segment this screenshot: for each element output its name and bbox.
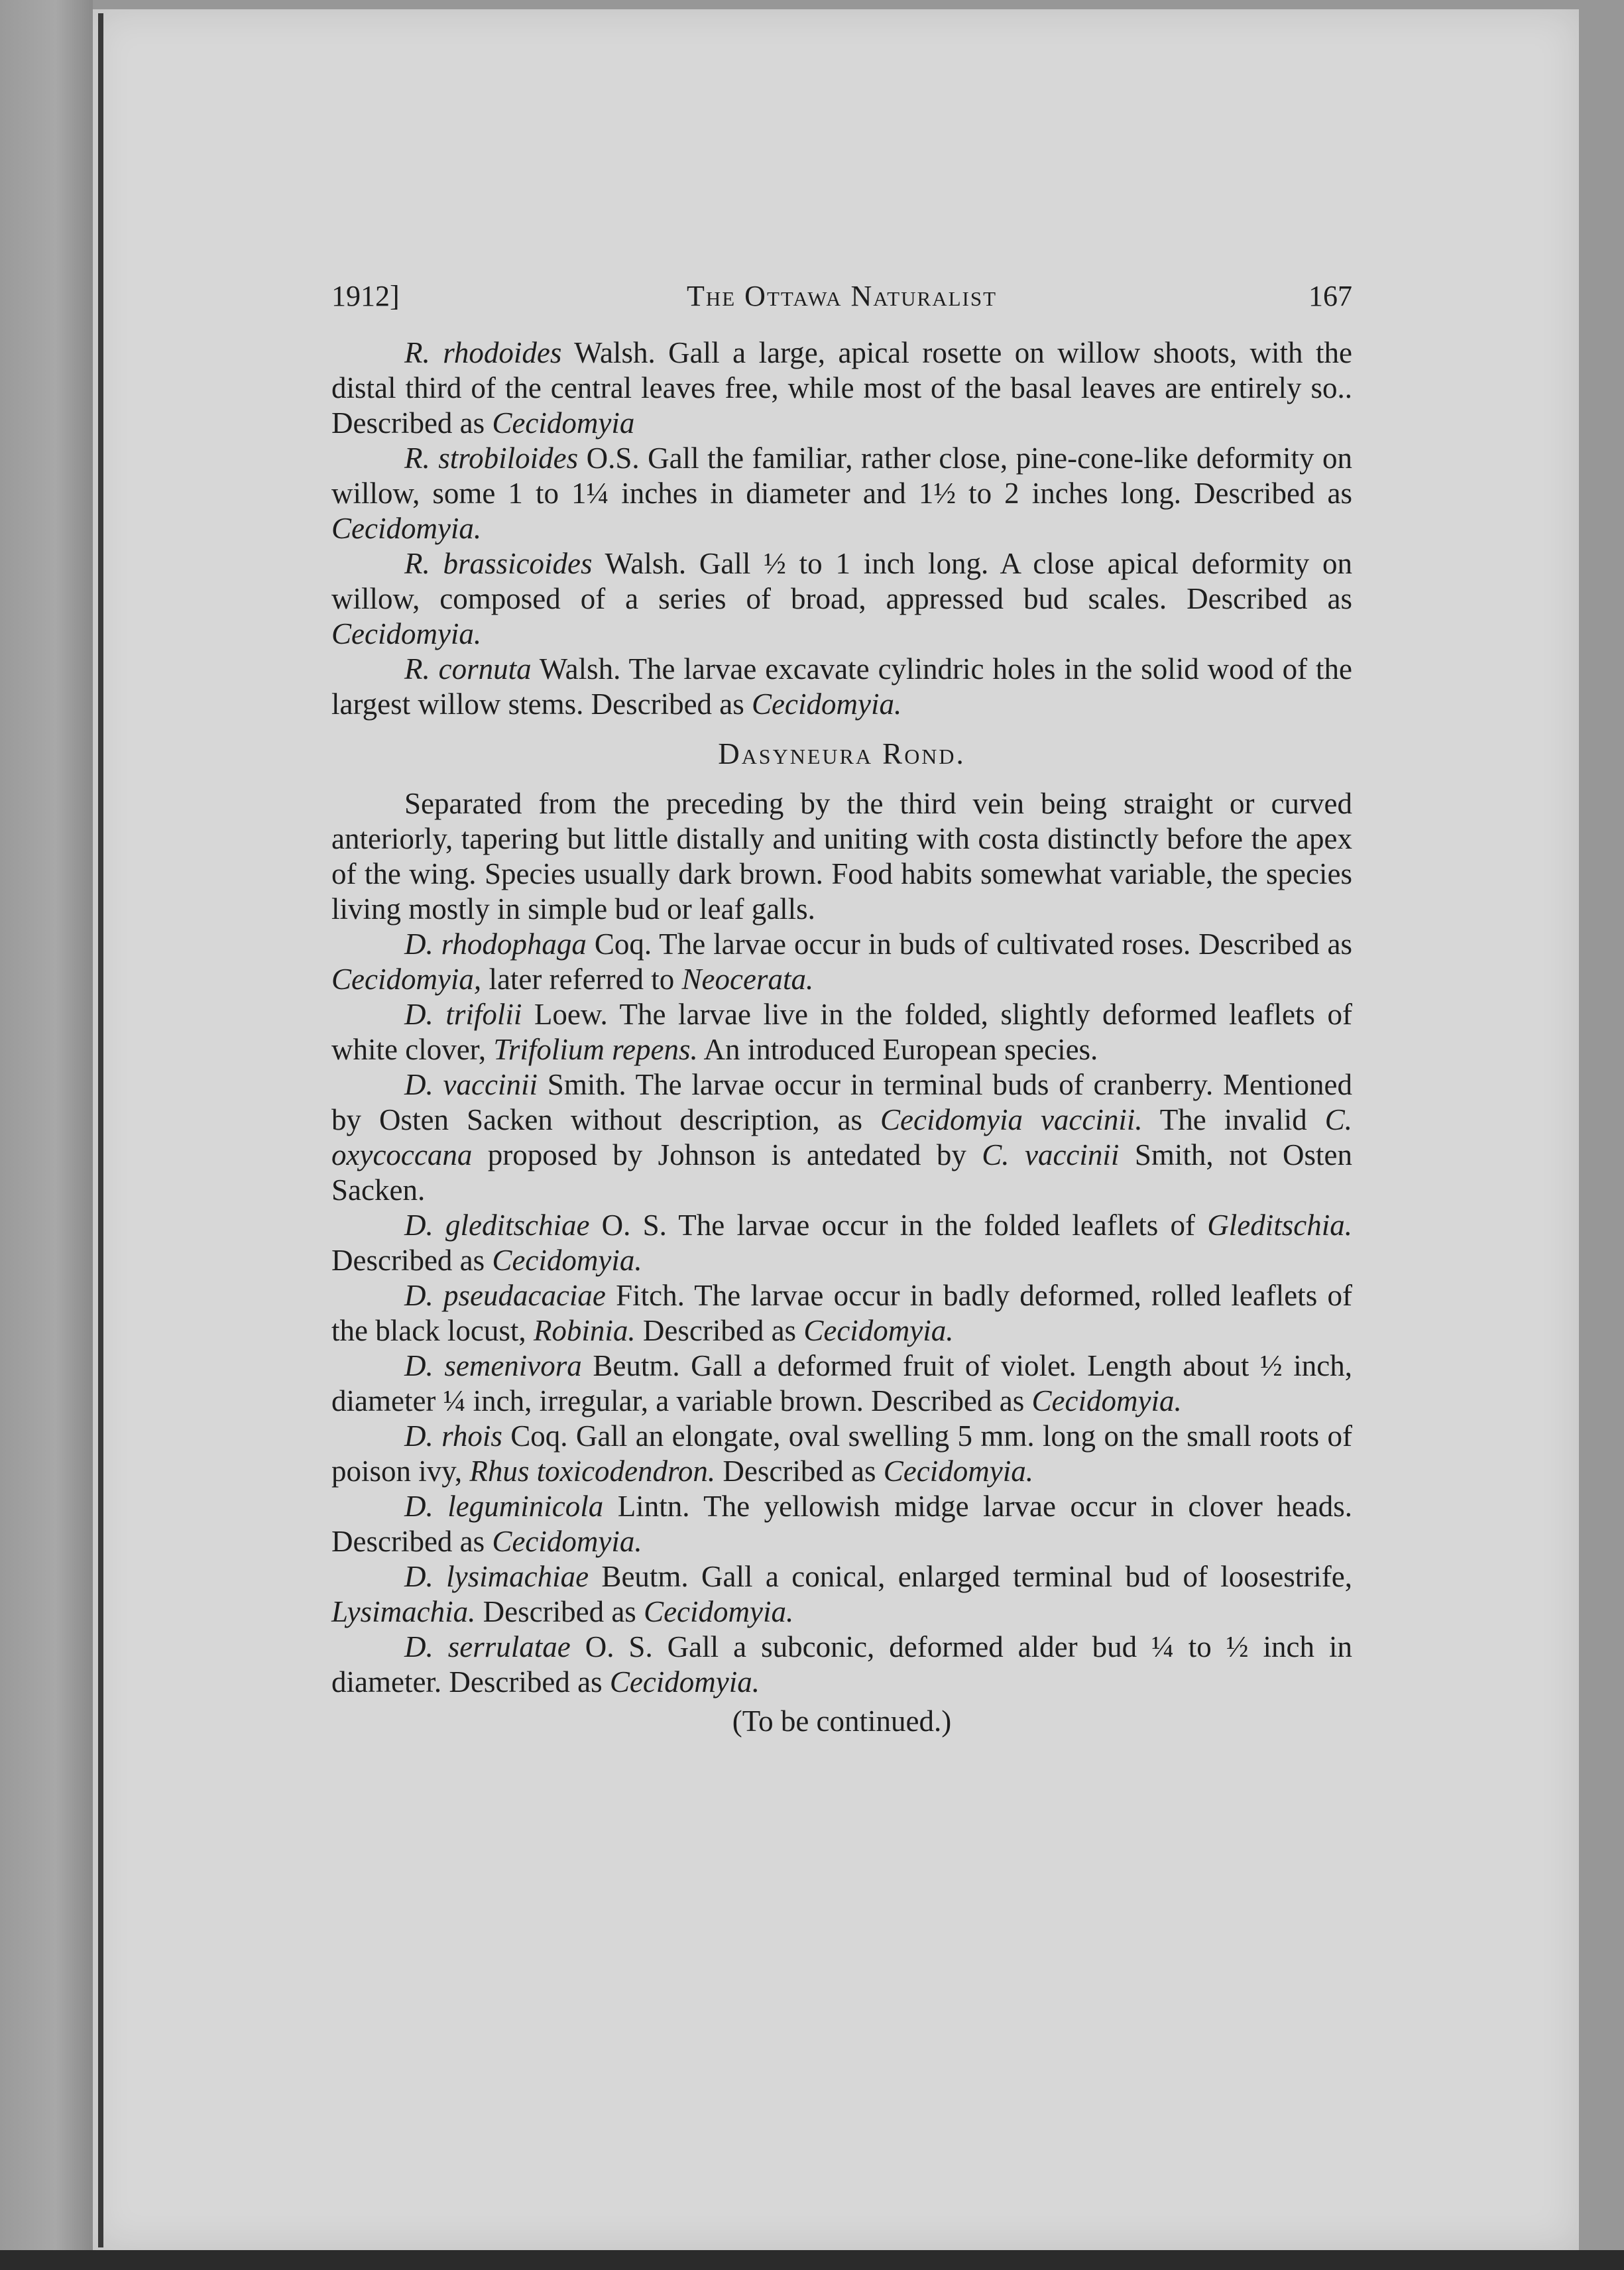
species-name: D. gleditschiae bbox=[404, 1209, 590, 1242]
species-entry: R. strobiloides O.S. Gall the familiar, rather close, pine-cone-like deformity on willow, some 1 to 1¼ inches in diameter and 1½ to 2 inches long. Described as Cecidomyia. bbox=[331, 442, 1352, 545]
species-entry: R. rhodoides Walsh. Gall a large, apical rosette on willow shoots, with the distal third of the central leaves free, while most of the basal leaves are entirely so.. Described as Cecidomyia bbox=[331, 336, 1352, 440]
species-name: D. rhodophaga bbox=[404, 927, 587, 961]
species-entry: D. serrulatae O. S. Gall a subconic, deformed alder bud ¼ to ½ inch in diameter. Described as Cecidomyia. bbox=[331, 1630, 1352, 1699]
species-name: R. brassicoides bbox=[404, 547, 593, 580]
species-entry: D. lysimachiae Beutm. Gall a conical, enlarged terminal bud of loosestrife, Lysimachia. Described as Cecidomyia. bbox=[331, 1560, 1352, 1628]
scan-bottom-edge bbox=[0, 2250, 1624, 2270]
species-name: D. pseudacaciae bbox=[404, 1279, 606, 1312]
species-entry: D. rhois Coq. Gall an elongate, oval swelling 5 mm. long on the small roots of poison ivy, Rhus toxicodendron. Described as Cecidomyia. bbox=[331, 1419, 1352, 1488]
species-name: D. vaccinii bbox=[404, 1068, 538, 1101]
species-entry: R. cornuta Walsh. The larvae excavate cylindric holes in the solid wood of the largest willow stems. Described as Cecidomyia. bbox=[331, 652, 1352, 721]
species-entry: D. trifolii Loew. The larvae live in the folded, slightly deformed leaflets of white clover, Trifolium repens. An introduced European species. bbox=[331, 998, 1353, 1066]
page-number: 167 bbox=[1308, 280, 1352, 312]
species-name: D. semenivora bbox=[404, 1349, 582, 1382]
species-entry: D. semenivora Beutm. Gall a deformed fruit of violet. Length about ½ inch, diameter ¼ inch, irregular, a variable brown. Described as Cecidomyia. bbox=[331, 1349, 1352, 1417]
page-text bbox=[331, 278, 1352, 1739]
species-entry: D. vaccinii Smith. The larvae occur in terminal buds of cranberry. Mentioned by Osten Sacken without description, as Cecidomyia vaccinii. The invalid C. oxycoccana proposed by Johnson is antedated by C. vaccinii Smith, not Osten Sacken. bbox=[331, 1068, 1352, 1207]
species-name: D. leguminicola bbox=[404, 1490, 604, 1523]
species-entry: D. leguminicola Lintn. The yellowish midge larvae occur in clover heads. Described as Cecidomyia. bbox=[331, 1490, 1353, 1558]
species-name: R. cornuta bbox=[404, 652, 532, 686]
species-name: R. rhodoides bbox=[404, 336, 562, 369]
species-entry: D. gleditschiae O. S. The larvae occur in the folded leaflets of Gleditschia. Described as Cecidomyia. bbox=[331, 1209, 1352, 1277]
page-binding-edge bbox=[98, 13, 103, 2247]
species-name: D. serrulatae bbox=[404, 1630, 571, 1663]
species-entry: D. rhodophaga Coq. The larvae occur in buds of cultivated roses. Described as Cecidomyia, later referred to Neocerata. bbox=[331, 927, 1352, 996]
header-journal-title: The Ottawa Naturalist bbox=[686, 280, 998, 312]
running-header bbox=[331, 278, 1352, 318]
left-margin-shadow bbox=[0, 0, 93, 2270]
species-entry: R. brassicoides Walsh. Gall ½ to 1 inch long. A close apical deformity on willow, composed of a series of broad, appressed bud scales. Described as Cecidomyia. bbox=[331, 547, 1352, 650]
header-year: 1912] bbox=[331, 280, 400, 312]
section-heading: Dasyneura Rond. bbox=[718, 737, 966, 770]
species-entry: D. pseudacaciae Fitch. The larvae occur in badly deformed, rolled leaflets of the black locust, Robinia. Described as Cecidomyia. bbox=[331, 1279, 1352, 1347]
species-name: R. strobiloides bbox=[404, 442, 579, 475]
species-name: D. rhois bbox=[404, 1419, 502, 1453]
to-be-continued-note: (To be continued.) bbox=[732, 1704, 952, 1738]
section-intro: Separated from the preceding by the third vein being straight or curved anteriorly, tapering but little distally and uniting with costa distinctly before the apex of the wing. Species usually dark brown. Food habits somewhat variable, the species living mostly in simple bud or leaf galls. bbox=[331, 787, 1352, 926]
species-name: D. trifolii bbox=[404, 998, 522, 1031]
species-name: D. lysimachiae bbox=[404, 1560, 589, 1593]
